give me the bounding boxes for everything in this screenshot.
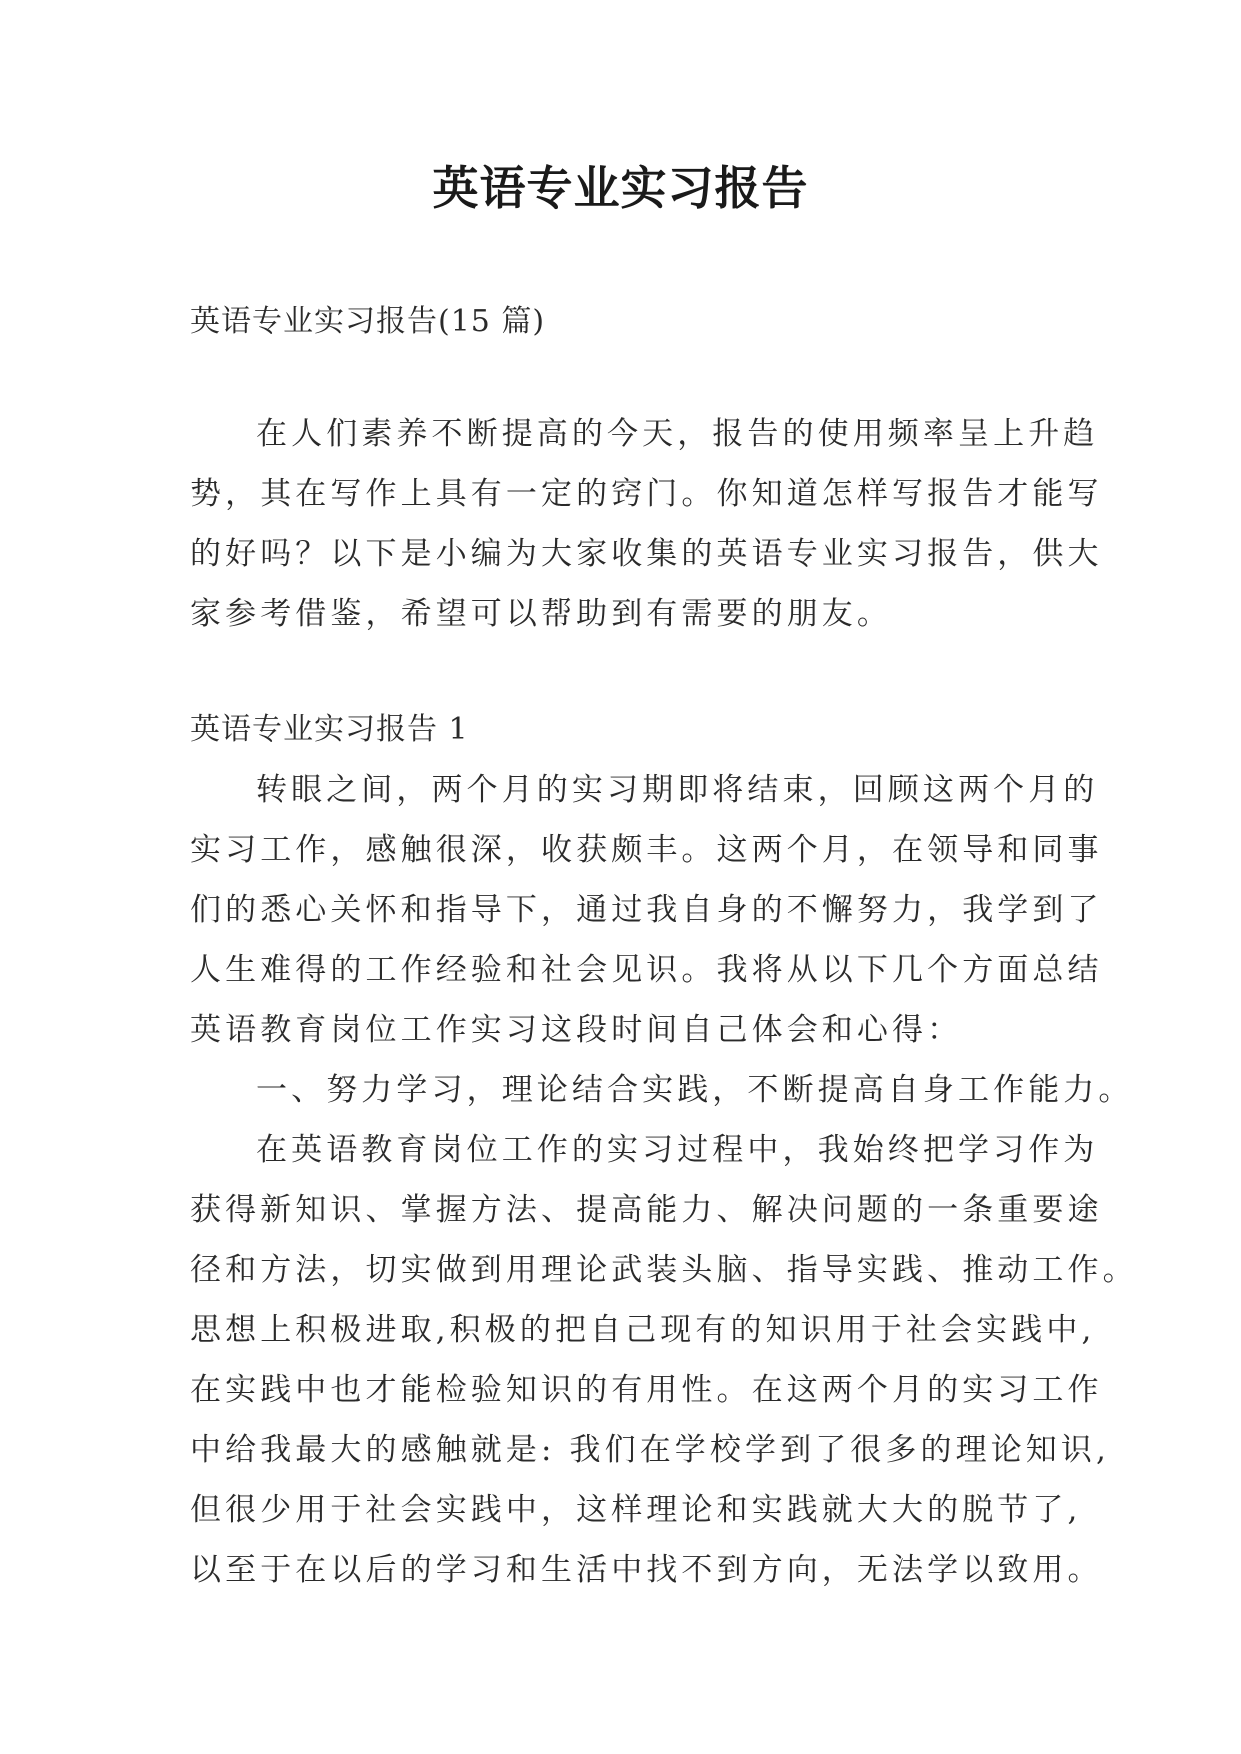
point-heading-1: 一、努力学习，理论结合实践，不断提高自身工作能力。 bbox=[256, 1072, 1134, 1108]
paragraph-line: 英语教育岗位工作实习这段时间自己体会和心得： bbox=[190, 1012, 963, 1048]
section-1-paragraph-2 bbox=[190, 1120, 1138, 1600]
intro-line: 在人们素养不断提高的今天，报告的使用频率呈上升趋 bbox=[256, 416, 1099, 452]
paragraph-line: 转眼之间，两个月的实习期即将结束，回顾这两个月的 bbox=[256, 772, 1099, 808]
paragraph-line: 但很少用于社会实践中，这样理论和实践就大大的脱节了, bbox=[190, 1492, 1082, 1528]
paragraph-line: 在实践中也才能检验知识的有用性。在这两个月的实习工作 bbox=[190, 1372, 1103, 1408]
paragraph-line: 人生难得的工作经验和社会见识。我将从以下几个方面总结 bbox=[190, 952, 1103, 988]
section-heading: 英语专业实习报告 1 bbox=[190, 712, 469, 747]
paragraph-line: 中给我最大的感触就是: 我们在学校学到了很多的理论知识, bbox=[190, 1432, 1110, 1468]
intro-line: 的好吗？以下是小编为大家收集的英语专业实习报告，供大 bbox=[190, 536, 1103, 572]
intro-line: 势，其在写作上具有一定的窍门。你知道怎样写报告才能写 bbox=[190, 476, 1103, 512]
intro-line: 家参考借鉴，希望可以帮助到有需要的朋友。 bbox=[190, 596, 892, 632]
section-1 bbox=[190, 700, 1138, 1600]
document-subtitle: 英语专业实习报告(15 篇) bbox=[190, 304, 546, 339]
paragraph-line: 在英语教育岗位工作的实习过程中，我始终把学习作为 bbox=[256, 1132, 1099, 1168]
paragraph-line: 思想上积极进取,积极的把自己现有的知识用于社会实践中, bbox=[190, 1312, 1096, 1348]
paragraph-line: 以至于在以后的学习和生活中找不到方向，无法学以致用。 bbox=[190, 1552, 1103, 1588]
paragraph-line: 径和方法，切实做到用理论武装头脑、指导实践、推动工作。 bbox=[190, 1252, 1138, 1288]
paragraph-line: 实习工作，感触很深，收获颇丰。这两个月，在领导和同事 bbox=[190, 832, 1103, 868]
paragraph-line: 们的悉心关怀和指导下，通过我自身的不懈努力，我学到了 bbox=[190, 892, 1103, 928]
paragraph-line: 获得新知识、掌握方法、提高能力、解决问题的一条重要途 bbox=[190, 1192, 1103, 1228]
section-1-paragraph-1 bbox=[190, 760, 1103, 1060]
document-title: 英语专业实习报告 bbox=[432, 161, 809, 215]
intro-paragraph bbox=[190, 404, 1103, 644]
